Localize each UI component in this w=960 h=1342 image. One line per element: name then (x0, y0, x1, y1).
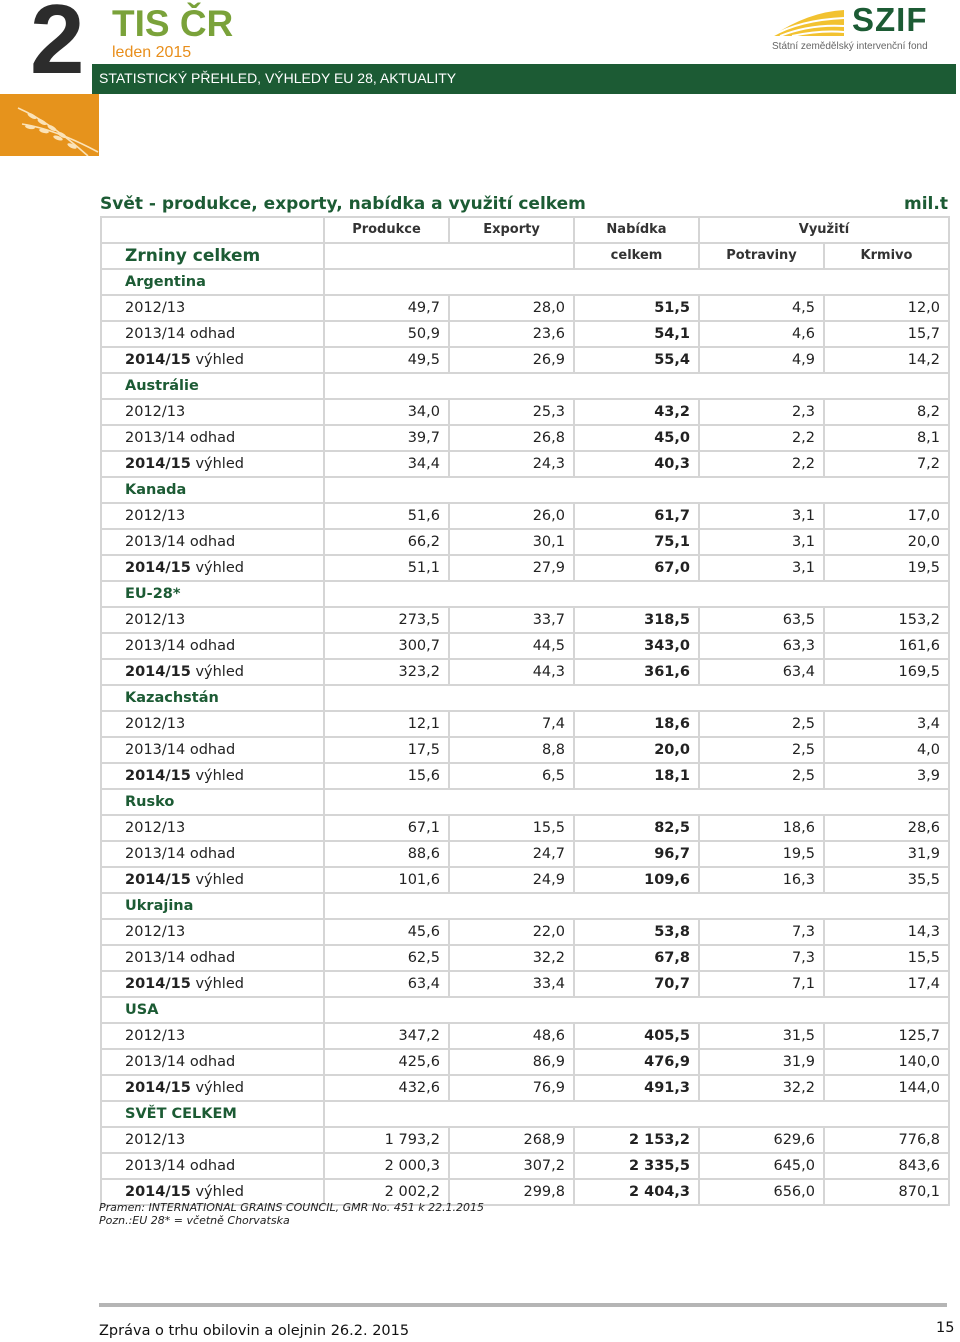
table-row (101, 1023, 949, 1049)
produkce-value: 432,6 (324, 1075, 449, 1101)
nabidka-value: 45,0 (574, 425, 699, 451)
potraviny-value: 2,5 (699, 763, 824, 789)
col-header-vyuziti: Využití (699, 217, 949, 243)
table-row (101, 867, 949, 893)
table-row (101, 529, 949, 555)
empty-cell (101, 217, 324, 243)
marketing-year: 2012/13 (125, 404, 186, 420)
exporty-value: 22,0 (449, 919, 574, 945)
year-label (101, 945, 324, 971)
year-label (101, 321, 324, 347)
country-name: Ukrajina (101, 893, 324, 919)
empty-cell (324, 581, 949, 607)
produkce-value: 1 793,2 (324, 1127, 449, 1153)
country-name: Rusko (101, 789, 324, 815)
potraviny-value: 63,4 (699, 659, 824, 685)
marketing-year: 2012/13 (125, 820, 186, 836)
nabidka-value: 109,6 (574, 867, 699, 893)
year-qualifier: odhad (185, 1158, 236, 1174)
krmivo-value: 776,8 (824, 1127, 949, 1153)
produkce-value: 15,6 (324, 763, 449, 789)
potraviny-value: 2,5 (699, 711, 824, 737)
produkce-value: 34,4 (324, 451, 449, 477)
marketing-year: 2013/14 (125, 846, 186, 862)
nabidka-value: 55,4 (574, 347, 699, 373)
year-qualifier: výhled (190, 1080, 244, 1096)
empty-cell (324, 373, 949, 399)
year-label (101, 841, 324, 867)
krmivo-value: 20,0 (824, 529, 949, 555)
marketing-year: 2012/13 (125, 1132, 186, 1148)
nabidka-value: 82,5 (574, 815, 699, 841)
footer-divider (99, 1303, 947, 1307)
nabidka-value: 67,0 (574, 555, 699, 581)
country-row (101, 685, 949, 711)
table-row (101, 737, 949, 763)
potraviny-value: 2,2 (699, 451, 824, 477)
country-row (101, 789, 949, 815)
empty-cell (324, 789, 949, 815)
krmivo-value: 161,6 (824, 633, 949, 659)
krmivo-value: 14,3 (824, 919, 949, 945)
exporty-value: 26,8 (449, 425, 574, 451)
nabidka-value: 405,5 (574, 1023, 699, 1049)
year-label (101, 347, 324, 373)
nabidka-value: 70,7 (574, 971, 699, 997)
exporty-value: 48,6 (449, 1023, 574, 1049)
wheat-banner (0, 94, 99, 156)
country-row (101, 269, 949, 295)
marketing-year: 2012/13 (125, 924, 186, 940)
marketing-year: 2013/14 (125, 326, 186, 342)
potraviny-value: 3,1 (699, 555, 824, 581)
exporty-value: 86,9 (449, 1049, 574, 1075)
produkce-value: 347,2 (324, 1023, 449, 1049)
year-qualifier: výhled (190, 560, 244, 576)
issue-number: 2 (30, 0, 83, 94)
krmivo-value: 140,0 (824, 1049, 949, 1075)
exporty-value: 32,2 (449, 945, 574, 971)
table-row (101, 321, 949, 347)
exporty-value: 28,0 (449, 295, 574, 321)
year-label (101, 1127, 324, 1153)
table-row (101, 295, 949, 321)
szif-logo-icon (770, 8, 846, 38)
krmivo-value: 15,7 (824, 321, 949, 347)
produkce-value: 66,2 (324, 529, 449, 555)
year-qualifier: výhled (190, 456, 244, 472)
eu-note: Pozn.:EU 28* = včetně Chorvatska (99, 1214, 290, 1227)
produkce-value: 45,6 (324, 919, 449, 945)
table-row (101, 659, 949, 685)
exporty-value: 25,3 (449, 399, 574, 425)
exporty-value: 27,9 (449, 555, 574, 581)
year-label (101, 555, 324, 581)
year-qualifier: výhled (190, 352, 244, 368)
krmivo-value: 8,2 (824, 399, 949, 425)
exporty-value: 24,9 (449, 867, 574, 893)
produkce-value: 51,6 (324, 503, 449, 529)
empty-cell (324, 243, 574, 269)
potraviny-value: 4,6 (699, 321, 824, 347)
year-label (101, 867, 324, 893)
table-row (101, 1075, 949, 1101)
produkce-value: 101,6 (324, 867, 449, 893)
exporty-value: 23,6 (449, 321, 574, 347)
grain-balance-table (100, 216, 950, 1206)
nabidka-value: 53,8 (574, 919, 699, 945)
col-header-nabidka: Nabídka (574, 217, 699, 243)
table-row (101, 1127, 949, 1153)
year-label (101, 919, 324, 945)
col-header-produkce: Produkce (324, 217, 449, 243)
year-label (101, 633, 324, 659)
org-logo-text: SZIF (852, 1, 928, 38)
krmivo-value: 843,6 (824, 1153, 949, 1179)
nabidka-value: 343,0 (574, 633, 699, 659)
table-row (101, 347, 949, 373)
produkce-value: 34,0 (324, 399, 449, 425)
exporty-value: 24,3 (449, 451, 574, 477)
exporty-value: 76,9 (449, 1075, 574, 1101)
nabidka-value: 20,0 (574, 737, 699, 763)
nabidka-value: 2 153,2 (574, 1127, 699, 1153)
year-label (101, 295, 324, 321)
wheat-icon (0, 94, 99, 156)
marketing-year: 2012/13 (125, 1028, 186, 1044)
krmivo-value: 153,2 (824, 607, 949, 633)
nabidka-value: 2 335,5 (574, 1153, 699, 1179)
country-row (101, 373, 949, 399)
krmivo-value: 17,0 (824, 503, 949, 529)
table-row (101, 711, 949, 737)
produkce-value: 63,4 (324, 971, 449, 997)
country-name: SVĚT CELKEM (101, 1101, 324, 1127)
table-row (101, 763, 949, 789)
year-qualifier: odhad (185, 326, 236, 342)
produkce-value: 39,7 (324, 425, 449, 451)
krmivo-value: 19,5 (824, 555, 949, 581)
exporty-value: 44,3 (449, 659, 574, 685)
year-qualifier: odhad (185, 846, 236, 862)
year-qualifier: výhled (190, 872, 244, 888)
year-qualifier: odhad (185, 1054, 236, 1070)
exporty-value: 268,9 (449, 1127, 574, 1153)
country-row (101, 477, 949, 503)
produkce-value: 50,9 (324, 321, 449, 347)
nabidka-value: 51,5 (574, 295, 699, 321)
year-label (101, 737, 324, 763)
potraviny-value: 7,3 (699, 945, 824, 971)
marketing-year: 2014/15 (125, 872, 191, 888)
country-row (101, 893, 949, 919)
potraviny-value: 2,5 (699, 737, 824, 763)
produkce-value: 67,1 (324, 815, 449, 841)
produkce-value: 300,7 (324, 633, 449, 659)
krmivo-value: 17,4 (824, 971, 949, 997)
marketing-year: 2014/15 (125, 352, 191, 368)
year-qualifier: odhad (185, 742, 236, 758)
marketing-year: 2014/15 (125, 560, 191, 576)
table-row (101, 503, 949, 529)
krmivo-value: 8,1 (824, 425, 949, 451)
country-name: Kanada (101, 477, 324, 503)
col-header-celkem: celkem (574, 243, 699, 269)
table-row (101, 451, 949, 477)
produkce-value: 323,2 (324, 659, 449, 685)
table-row (101, 425, 949, 451)
nabidka-value: 476,9 (574, 1049, 699, 1075)
unit-label: mil.t (904, 194, 948, 214)
table-row (101, 971, 949, 997)
col-header-krmivo: Krmivo (824, 243, 949, 269)
header-row-2 (101, 243, 949, 269)
nabidka-value: 75,1 (574, 529, 699, 555)
source-note: Pramen: INTERNATIONAL GRAINS COUNCIL, GMR No. 451 k 22.1.2015 (99, 1201, 485, 1214)
marketing-year: 2013/14 (125, 430, 186, 446)
year-label (101, 1023, 324, 1049)
exporty-value: 7,4 (449, 711, 574, 737)
produkce-value: 88,6 (324, 841, 449, 867)
year-label (101, 659, 324, 685)
krmivo-value: 144,0 (824, 1075, 949, 1101)
produkce-value: 425,6 (324, 1049, 449, 1075)
nabidka-value: 18,1 (574, 763, 699, 789)
empty-cell (324, 893, 949, 919)
krmivo-value: 3,4 (824, 711, 949, 737)
year-label (101, 971, 324, 997)
potraviny-value: 656,0 (699, 1179, 824, 1205)
potraviny-value: 63,3 (699, 633, 824, 659)
produkce-value: 12,1 (324, 711, 449, 737)
potraviny-value: 2,3 (699, 399, 824, 425)
country-name: Kazachstán (101, 685, 324, 711)
potraviny-value: 19,5 (699, 841, 824, 867)
nabidka-value: 40,3 (574, 451, 699, 477)
table-row (101, 607, 949, 633)
marketing-year: 2014/15 (125, 664, 191, 680)
nabidka-value: 61,7 (574, 503, 699, 529)
krmivo-value: 12,0 (824, 295, 949, 321)
country-name: EU-28* (101, 581, 324, 607)
org-full-name: Státní zemědělský intervenční fond (772, 41, 928, 52)
exporty-value: 33,4 (449, 971, 574, 997)
table-row (101, 1153, 949, 1179)
exporty-value: 299,8 (449, 1179, 574, 1205)
marketing-year: 2012/13 (125, 612, 186, 628)
produkce-value: 2 002,2 (324, 1179, 449, 1205)
krmivo-value: 4,0 (824, 737, 949, 763)
potraviny-value: 4,5 (699, 295, 824, 321)
year-label (101, 1075, 324, 1101)
krmivo-value: 31,9 (824, 841, 949, 867)
nabidka-value: 43,2 (574, 399, 699, 425)
country-name: USA (101, 997, 324, 1023)
potraviny-value: 7,1 (699, 971, 824, 997)
year-label (101, 425, 324, 451)
year-label (101, 711, 324, 737)
marketing-year: 2013/14 (125, 950, 186, 966)
marketing-year: 2013/14 (125, 1158, 186, 1174)
exporty-value: 24,7 (449, 841, 574, 867)
section-title: Svět - produkce, exporty, nabídka a využití celkem (100, 194, 586, 214)
empty-cell (324, 269, 949, 295)
marketing-year: 2014/15 (125, 1184, 191, 1200)
nabidka-value: 96,7 (574, 841, 699, 867)
exporty-value: 15,5 (449, 815, 574, 841)
marketing-year: 2014/15 (125, 768, 191, 784)
year-qualifier: výhled (190, 976, 244, 992)
issue-month: leden 2015 (112, 44, 192, 61)
marketing-year: 2012/13 (125, 300, 186, 316)
potraviny-value: 4,9 (699, 347, 824, 373)
table-row (101, 1049, 949, 1075)
produkce-value: 273,5 (324, 607, 449, 633)
krmivo-value: 14,2 (824, 347, 949, 373)
exporty-value: 30,1 (449, 529, 574, 555)
exporty-value: 8,8 (449, 737, 574, 763)
empty-cell (324, 477, 949, 503)
year-qualifier: odhad (185, 950, 236, 966)
table-commodity-label: Zrniny celkem (101, 243, 324, 269)
potraviny-value: 2,2 (699, 425, 824, 451)
marketing-year: 2014/15 (125, 976, 191, 992)
krmivo-value: 28,6 (824, 815, 949, 841)
header-subtitle: STATISTICKÝ PŘEHLED, VÝHLEDY EU 28, AKTUALITY (99, 70, 457, 86)
brand-title: TIS ČR (112, 3, 234, 44)
krmivo-value: 3,9 (824, 763, 949, 789)
year-qualifier: výhled (190, 1184, 244, 1200)
table-row (101, 815, 949, 841)
marketing-year: 2013/14 (125, 742, 186, 758)
table-row (101, 399, 949, 425)
table-row (101, 919, 949, 945)
exporty-value: 26,9 (449, 347, 574, 373)
produkce-value: 49,5 (324, 347, 449, 373)
col-header-potraviny: Potraviny (699, 243, 824, 269)
nabidka-value: 2 404,3 (574, 1179, 699, 1205)
produkce-value: 51,1 (324, 555, 449, 581)
empty-cell (324, 997, 949, 1023)
header-row-1 (101, 217, 949, 243)
country-name: Austrálie (101, 373, 324, 399)
country-name: Argentina (101, 269, 324, 295)
year-label (101, 451, 324, 477)
potraviny-value: 31,5 (699, 1023, 824, 1049)
page-number: 15 (936, 1320, 955, 1336)
krmivo-value: 125,7 (824, 1023, 949, 1049)
exporty-value: 33,7 (449, 607, 574, 633)
footer-title: Zpráva o trhu obilovin a olejnin 26.2. 2015 (99, 1323, 410, 1339)
table-row (101, 633, 949, 659)
marketing-year: 2013/14 (125, 534, 186, 550)
year-qualifier: výhled (190, 664, 244, 680)
year-label (101, 607, 324, 633)
country-row (101, 1101, 949, 1127)
year-label (101, 1049, 324, 1075)
year-label (101, 1153, 324, 1179)
produkce-value: 17,5 (324, 737, 449, 763)
potraviny-value: 7,3 (699, 919, 824, 945)
krmivo-value: 15,5 (824, 945, 949, 971)
nabidka-value: 361,6 (574, 659, 699, 685)
krmivo-value: 7,2 (824, 451, 949, 477)
marketing-year: 2013/14 (125, 638, 186, 654)
nabidka-value: 67,8 (574, 945, 699, 971)
potraviny-value: 18,6 (699, 815, 824, 841)
empty-cell (324, 685, 949, 711)
year-qualifier: odhad (185, 430, 236, 446)
potraviny-value: 629,6 (699, 1127, 824, 1153)
potraviny-value: 16,3 (699, 867, 824, 893)
marketing-year: 2012/13 (125, 716, 186, 732)
potraviny-value: 31,9 (699, 1049, 824, 1075)
krmivo-value: 870,1 (824, 1179, 949, 1205)
table-row (101, 841, 949, 867)
year-label (101, 763, 324, 789)
exporty-value: 6,5 (449, 763, 574, 789)
potraviny-value: 645,0 (699, 1153, 824, 1179)
country-row (101, 997, 949, 1023)
exporty-value: 26,0 (449, 503, 574, 529)
empty-cell (324, 1101, 949, 1127)
year-qualifier: výhled (190, 768, 244, 784)
table-row (101, 555, 949, 581)
year-label (101, 503, 324, 529)
marketing-year: 2014/15 (125, 456, 191, 472)
produkce-value: 2 000,3 (324, 1153, 449, 1179)
col-header-exporty: Exporty (449, 217, 574, 243)
krmivo-value: 169,5 (824, 659, 949, 685)
year-qualifier: odhad (185, 638, 236, 654)
nabidka-value: 18,6 (574, 711, 699, 737)
exporty-value: 307,2 (449, 1153, 574, 1179)
potraviny-value: 3,1 (699, 503, 824, 529)
produkce-value: 49,7 (324, 295, 449, 321)
year-label (101, 399, 324, 425)
marketing-year: 2012/13 (125, 508, 186, 524)
potraviny-value: 3,1 (699, 529, 824, 555)
potraviny-value: 32,2 (699, 1075, 824, 1101)
country-row (101, 581, 949, 607)
year-qualifier: odhad (185, 534, 236, 550)
krmivo-value: 35,5 (824, 867, 949, 893)
marketing-year: 2014/15 (125, 1080, 191, 1096)
nabidka-value: 318,5 (574, 607, 699, 633)
year-label (101, 815, 324, 841)
potraviny-value: 63,5 (699, 607, 824, 633)
nabidka-value: 54,1 (574, 321, 699, 347)
year-label (101, 529, 324, 555)
marketing-year: 2013/14 (125, 1054, 186, 1070)
produkce-value: 62,5 (324, 945, 449, 971)
exporty-value: 44,5 (449, 633, 574, 659)
table-row (101, 945, 949, 971)
nabidka-value: 491,3 (574, 1075, 699, 1101)
